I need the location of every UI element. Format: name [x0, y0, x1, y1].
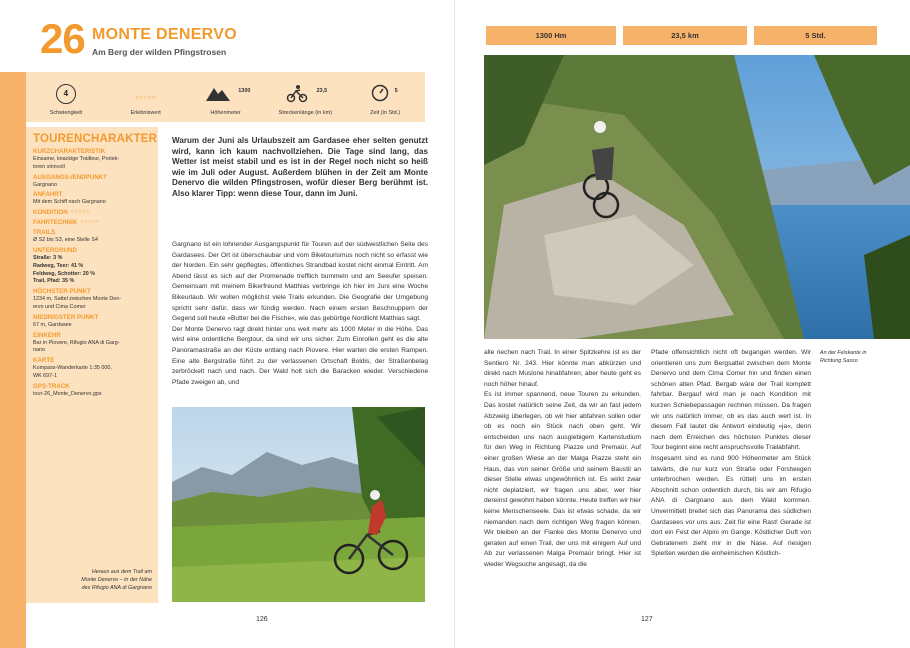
stat-altitude	[186, 72, 266, 122]
caption-line: An der Felskante in	[820, 350, 867, 356]
stat-value: 5	[394, 88, 398, 94]
page-gutter	[454, 0, 455, 648]
info-text: ervo und Cima Comer	[33, 303, 86, 310]
stat-time	[345, 72, 425, 122]
photo-rock-edge	[484, 55, 910, 339]
kondition-row	[33, 207, 151, 217]
stat-label: Erlebniswert	[130, 110, 161, 116]
photo-biker-meadow	[172, 407, 425, 602]
tour-title: MONTE DENERVO	[92, 26, 237, 43]
stat-value: 1300	[238, 88, 251, 94]
info-label: HÖCHSTER PUNKT	[33, 288, 91, 296]
caption-line: Monte Denervo – in der Nähe	[81, 577, 152, 583]
info-text: Ø S2 bis S3, eine Stelle S4	[33, 237, 99, 244]
stat-label: Höhenmeter	[210, 110, 241, 116]
stat-label: Zeit (in Std.)	[370, 110, 401, 116]
intro-paragraph: Warum der Juni als Urlaubszeit am Gardasee eher selten genutzt wird, kann ich kaum nachvollziehen. Die Tage sind lang, das Wetter ist meist stabil und es ist in der Regel noch nicht so heiß wie im Juli oder August. Außerdem blühen in der Zeit am Monte Denervo die wilden Pfingstrosen, wofür dieser Berg berühmt ist. Also klarer Tipp: wenn diese Tour, dann im Juni.	[172, 136, 428, 198]
paragraph: Der Monte Denervo ragt direkt hinter uns weit mehr als 1000 Meter in die Höhe. Das wird eine ordentliche Bergtour, da sind wir uns sicher. Zum Einrollen geht es die alte Panoramastraße an der Küste entlang nach Piovere. Hier warten die ersten Rampen. Eine alte Bergstraße führt zu der verlassenen Ortschaft Boldis, der Straßenbelag zerbröckelt nach und nach. Der Wald holt sich die Baracken wieder. Verschiedene Pfade zweigen ab, und	[172, 325, 428, 386]
info-label: UNTERGRUND	[33, 246, 77, 254]
info-label: FAHRTECHNIK	[33, 219, 78, 227]
info-text: Bar in Piovere, Rifugio ANA di Garg-	[33, 339, 120, 346]
info-text: tour-26_Monte_Denervo.gpx	[33, 390, 102, 397]
info-text: WK 697-1	[33, 372, 57, 379]
page-number-right: 127	[641, 616, 653, 623]
header-distance: 23,5 km	[623, 26, 747, 45]
info-text: Mit dem Schiff nach Gargnano	[33, 199, 106, 206]
stat-bar	[26, 72, 425, 122]
tour-subtitle: Am Berg der wilden Pfingstrosen	[92, 47, 227, 57]
info-label: GPS-TRACK	[33, 382, 70, 390]
edge-strip	[0, 72, 26, 648]
info-label: TRAILS	[33, 229, 56, 237]
experience-dots: ○○○○○	[135, 95, 156, 101]
text-column-3	[651, 348, 811, 560]
info-text: Gargnano	[33, 181, 57, 188]
tour-number: 26	[40, 15, 85, 62]
caption-line: des Rifugio ANA di Gargnano	[81, 585, 152, 591]
info-text: Kompass-Wanderkarte 1:35 000,	[33, 365, 112, 372]
photo-caption-right	[820, 349, 892, 365]
page-number-left: 126	[256, 616, 268, 623]
info-text: 67 m, Gardasee	[33, 321, 72, 328]
stat-label: Schwierigkeit	[49, 110, 83, 116]
paragraph: Insgesamt sind es rund 900 Höhenmeter am Stück talwärts, die nur kurz von Straße oder Forstwegen unterbrochen werden. Es rüttelt uns im ersten Abschnitt schon ordentlich durch, bis wir am Rifugio ANA di Gargnano aus dem Wald kommen. Unvermittelt breitet sich das Panorama des südlichen Gardasees vor uns aus. Zeit für eine Rast! Gerade ist dort ein Fest der Alpini im Gange. Köstlicher Duft von Gebratenem zieht mir in die Nase. Auf riesigen Spießen werden die einheimischen Köstlich-	[651, 454, 811, 558]
info-text: Feldweg, Schotter: 20 %	[33, 270, 96, 277]
paragraph: alle riechen nach Trail. In einer Spitzkehre ist es der Sentiero Nr. 243. Hier könnte man abkürzen und direkt nach Muslone hinabfahren; aber heute geht es noch höher hinauf.	[484, 349, 641, 388]
biker-icon	[286, 83, 308, 103]
tour-info-sidebar	[26, 127, 158, 603]
info-text: 1234 m, Sattel zwischen Monte Den-	[33, 296, 122, 303]
text-column-2	[484, 348, 641, 570]
stat-label: Streckenlänge (in km)	[278, 110, 333, 116]
paragraph: Es ist immer spannend, neue Touren zu erkunden. Das kostet natürlich seine Zeit, da wir an fast jedem Abzweig überlegen, ob wir hier abfahren sollen oder ob es noch ein Stück nach oben geht. Wir entscheiden uns nach ausgiebigem Kartenstudium für den Weg in Richtung Piazze und Premaür. Auf einer großen Wiese an der Malga Piazze steht ein Haus, das von seiner Größe und seinem Baustil an dieser Stelle etwas ungewöhnlich ist. Es wirkt zwar nicht deplatziert, wir fragen uns aber, wer hier dereinst gewohnt haben könnte. Heute treffen wir hier keine Menschenseele. Das ist etwas schade, da wir niemanden nach dem richtigen Weg fragen können. Wir bleiben an der Flanke des Monte Denervo und geraten auf einen Trail, der uns mit einigem Auf und Ab zur verlassenen Malga Premaür bringt. Hier ist wieder Wegsuche angesagt, da die	[484, 391, 641, 568]
info-label: EINKEHR	[33, 331, 61, 339]
header-altitude: 1300 Hm	[486, 26, 616, 45]
paragraph: Pfade offensichtlich nicht oft begangen werden. Wir orientieren uns zum Bergsattel zwischen dem Monte Denervo und dem Cima Comer hin und finden einen schönen alten Pfad. Bergab wäre der Trail komplett fahrbar. Bergauf wird man je nach Kondition mit kurzen Schiebepassagen rechnen müssen. Da fragen wir uns natürlich immer, ob es das auch wert ist. In diesem Fall lautet die Antwort eindeutig »ja«, denn nach dem Erreichen des höchsten Punktes dieser Tour beginnt eine recht anspruchsvolle Trailabfahrt.	[651, 349, 811, 452]
photo-caption-left	[34, 568, 152, 592]
info-text: Radweg, Teer: 41 %	[33, 262, 84, 269]
info-text: nano	[33, 347, 45, 354]
info-label: NIEDRIGSTER PUNKT	[33, 313, 99, 321]
info-text: Einsame, knackige Trailtour, Protek-	[33, 156, 120, 162]
sidebar-title: TOURENCHARAKTER	[33, 133, 158, 145]
stat-value: 23,5	[316, 88, 328, 94]
info-label: KARTE	[33, 357, 55, 365]
paragraph: Gargnano ist ein lohnender Ausgangspunkt für Touren auf der südwestlichen Seite des Gardasees. Der Ort ist überschaubar und vom Biketourismus noch nicht so erfasst wie der Norden. Ein sehr gepflegtes, öffentliches Strandbad kostet nicht einmal Eintritt. Am Abend lässt es sich auf der Promenade trefflich bummeln und am Seeufer speisen. Gemeinsam mit meinem Bikerfreund Matthias verbringe ich hier im Juni eine Woche Bikeurlaub. Wir wollen möglichst viele Trails erkunden. Die Geografie der Umgebung spricht sehr dafür, dass wir fündig werden. Nach einem ersten Beschnuppern der Gegend soll heute »Butter bei die Fische«, wie das gebürtige Nordlicht Matthias sagt.	[172, 241, 428, 323]
mountain-icon	[205, 83, 231, 103]
caption-line: Richtung Sasso	[820, 358, 858, 364]
info-label: KONDITION	[33, 209, 68, 217]
info-label: AUSGANGS-/ENDPUNKT	[33, 173, 107, 181]
stat-experience	[106, 72, 186, 122]
text-column-1	[172, 240, 428, 388]
info-text: Straße: 3 %	[33, 254, 63, 261]
fahrtechnik-dots: ○○○○○	[80, 219, 100, 226]
fahrtechnik-row	[33, 217, 151, 227]
stat-distance	[265, 72, 345, 122]
difficulty-icon: 4	[56, 84, 76, 104]
info-label: ANFAHRT	[33, 191, 63, 199]
info-text: toren sinnvoll	[33, 163, 65, 170]
clock-icon	[371, 83, 389, 103]
header-time: 5 Std.	[754, 26, 877, 45]
info-text: Trail, Pfad: 35 %	[33, 278, 75, 285]
caption-line: Heraus aus dem Trail am	[91, 569, 152, 575]
kondition-dots: ○○○○○	[70, 209, 90, 216]
stat-difficulty	[26, 72, 106, 122]
info-label: KURZCHARAKTERISTIK	[33, 148, 106, 155]
